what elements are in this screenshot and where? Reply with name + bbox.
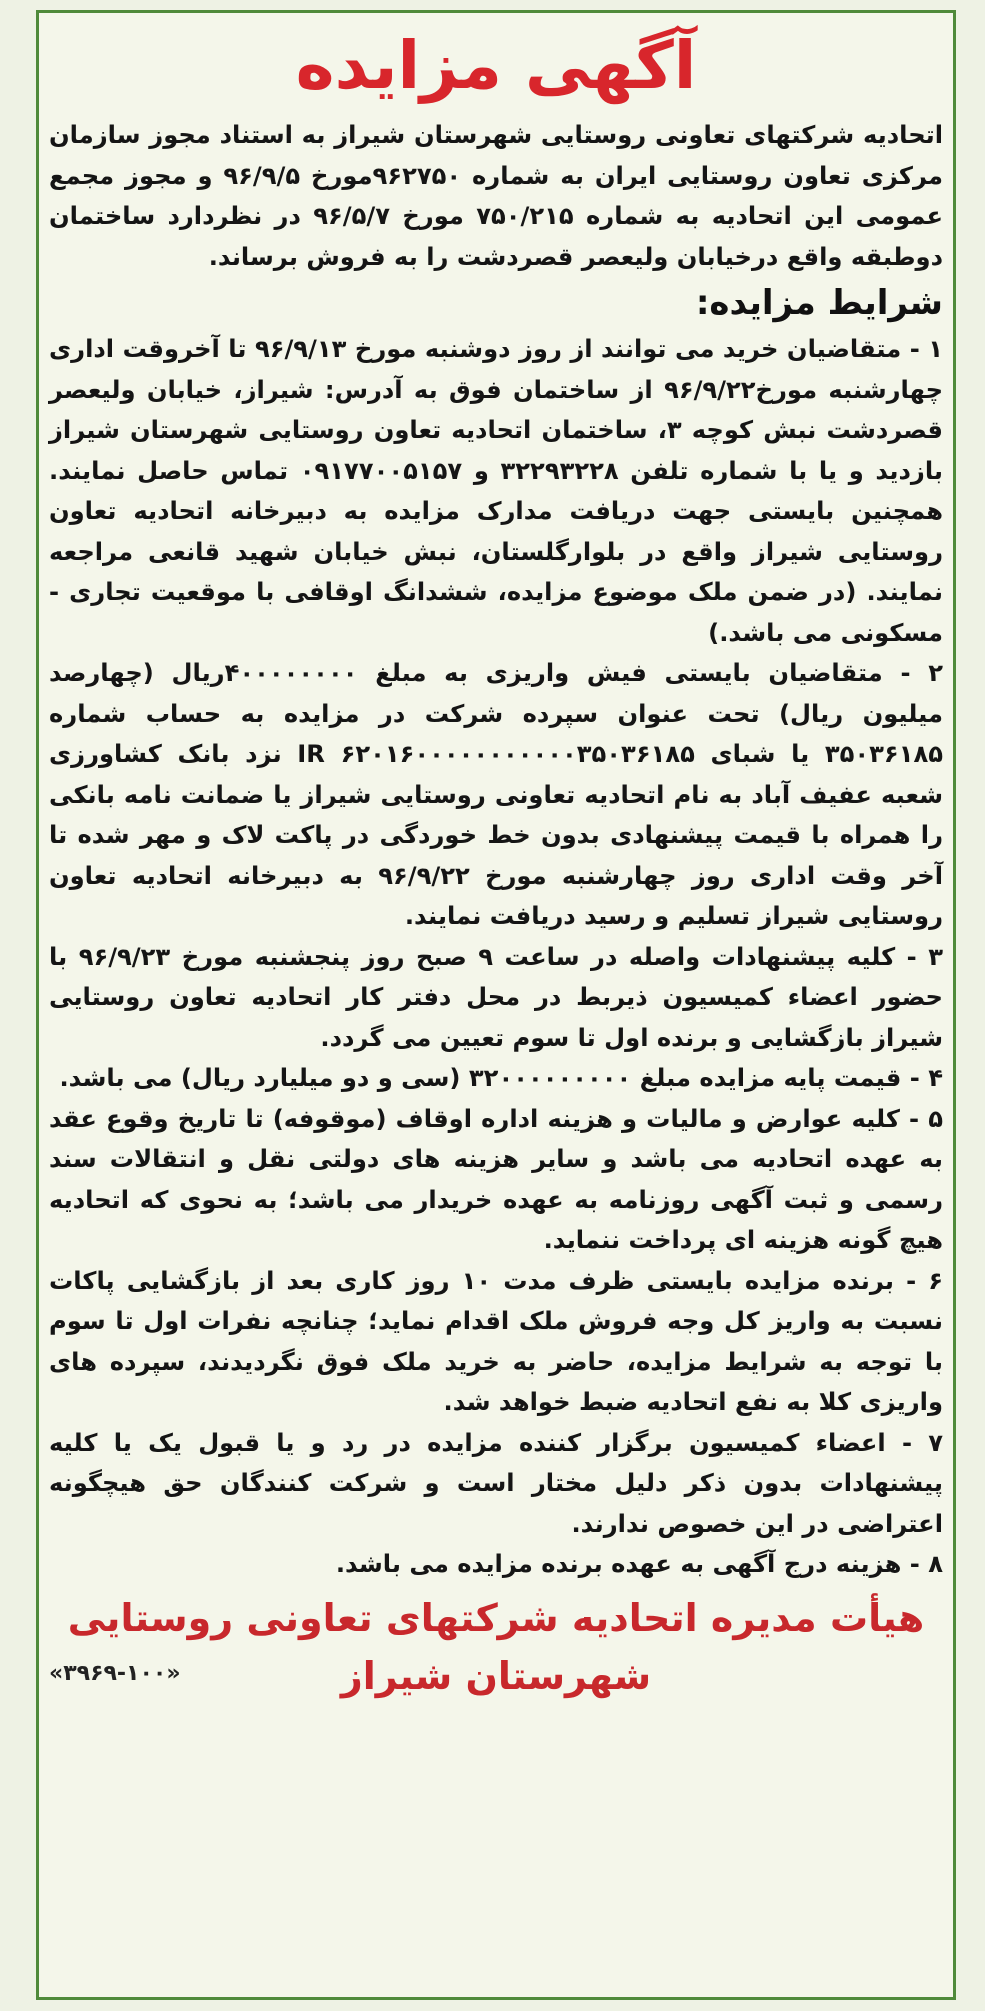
condition-item: ۳ - کلیه پیشنهادات واصله در ساعت ۹ صبح روز پنجشنبه مورخ ۹۶/۹/۲۳ با حضور اعضاء کمیسیون ذیربط در محل دفتر کار اتحادیه تعاون روستایی شیراز بازگشایی و برنده اول تا سوم تعیین می گردد. <box>49 942 944 1052</box>
condition-item: ۸ - هزینه درج آگهی به عهده برنده مزایده می باشد. <box>335 1550 943 1578</box>
ad-code: «۳۹۶۹-۱۰۰» <box>49 1660 181 1686</box>
condition-item: ۷ - اعضاء کمیسیون برگزار کننده مزایده در رد و یا قبول یک یا کلیه پیشنهادات بدون ذکر دلیل مختار است و شرکت کنندگان حق هیچگونه اعتراضی در این خصوص ندارند. <box>49 1428 943 1538</box>
condition-item: ۴ - قیمت پایه مزایده مبلغ ۳۲۰۰۰۰۰۰۰۰۰ (سی و دو میلیارد ریال) می باشد. <box>59 1064 943 1092</box>
intro-paragraph: اتحادیه شرکتهای تعاونی روستایی شهرستان شیراز به استناد مجوز سازمان مرکزی تعاون روستایی ایران به شماره ۹۶۲۷۵۰مورخ ۹۶/۹/۵ و مجوز مجمع عمومی این اتحادیه به شماره ۷۵۰/۲۱۵ مورخ ۹۶/۵/۷ در نظردارد ساختمان دوطبقه واقع درخیابان ولیعصر قصردشت را به فروش برساند. <box>49 121 943 271</box>
signature-row <box>49 1647 943 1711</box>
condition-item: ۶ - برنده مزایده بایستی ظرف مدت ۱۰ روز کاری بعد از بازگشایی پاکات نسبت به واریز کل وجه فروش ملک اقدام نماید؛ چنانچه نفرات اول تا سوم با توجه به شرایط مزایده، حاضر به خرید ملک فوق نگردیدند، سپرده های واریزی کلا به نفع اتحادیه ضبط خواهد شد. <box>49 1266 943 1416</box>
notice-body <box>49 13 943 1997</box>
condition-item: ۱ - متقاضیان خرید می توانند از روز دوشنبه مورخ ۹۶/۹/۱۳ تا آخروقت اداری چهارشنبه مورخ۹۶/۹/۲۲ از ساختمان فوق به آدرس: شیراز، خیابان ولیعصر قصردشت نبش کوچه ۳، ساختمان اتحادیه تعاون روستایی شهرستان شیراز بازدید و یا با شماره تلفن ۳۲۲۹۳۲۲۸ و ۰۹۱۷۷۰۰۵۱۵۷ تماس حاصل نمایند. همچنین بایستی جهت دریافت مدارک مزایده به دبیرخانه اتحادیه تعاون روستایی شیراز واقع در بلوارگلستان، نبش خیابان شهید قانعی مراجعه نمایند. (در ضمن ملک موضوع مزایده، ششدانگ اوقافی با موقعیت تجاری - مسکونی می باشد.) <box>49 335 944 647</box>
signature-line-1: هیأت مدیره اتحادیه شرکتهای تعاونی روستایی <box>67 1595 925 1640</box>
signature-line-2: شهرستان شیراز <box>340 1653 652 1698</box>
notice-frame <box>36 10 956 2000</box>
notice-title: آگهی مزایده <box>295 27 697 104</box>
condition-item: ۲ - متقاضیان بایستی فیش واریزی به مبلغ ۴۰۰۰۰۰۰۰۰ریال (چهارصد میلیون ریال) تحت عنوان سپرده شرکت در مزایده به حساب شماره ۳۵۰۳۶۱۸۵ یا شبای IR ۶۲۰۱۶۰۰۰۰۰۰۰۰۰۰۰۳۵۰۳۶۱۸۵ نزد بانک کشاورزی شعبه عفیف آباد به نام اتحادیه تعاونی روستایی شیراز یا ضمانت نامه بانکی را همراه با قیمت پیشنهادی بدون خط خوردگی در پاکت لاک و مهر شده تا آخر وقت اداری روز چهارشنبه مورخ ۹۶/۹/۲۲ به دبیرخانه اتحادیه تعاون روستایی شیراز تسلیم و رسید دریافت نمایند. <box>49 659 943 930</box>
condition-item: ۵ - کلیه عوارض و مالیات و هزینه اداره اوقاف (موقوفه) تا تاریخ وقوع عقد به عهده اتحادیه می باشد و سایر هزینه های دولتی نقل و انتقالات سند رسمی و ثبت آگهی روزنامه به عهده خریدار می باشد؛ به نحوی که اتحادیه هیچ گونه هزینه ای پرداخت ننماید. <box>49 1104 943 1254</box>
conditions-heading: شرایط مزایده: <box>695 283 943 323</box>
